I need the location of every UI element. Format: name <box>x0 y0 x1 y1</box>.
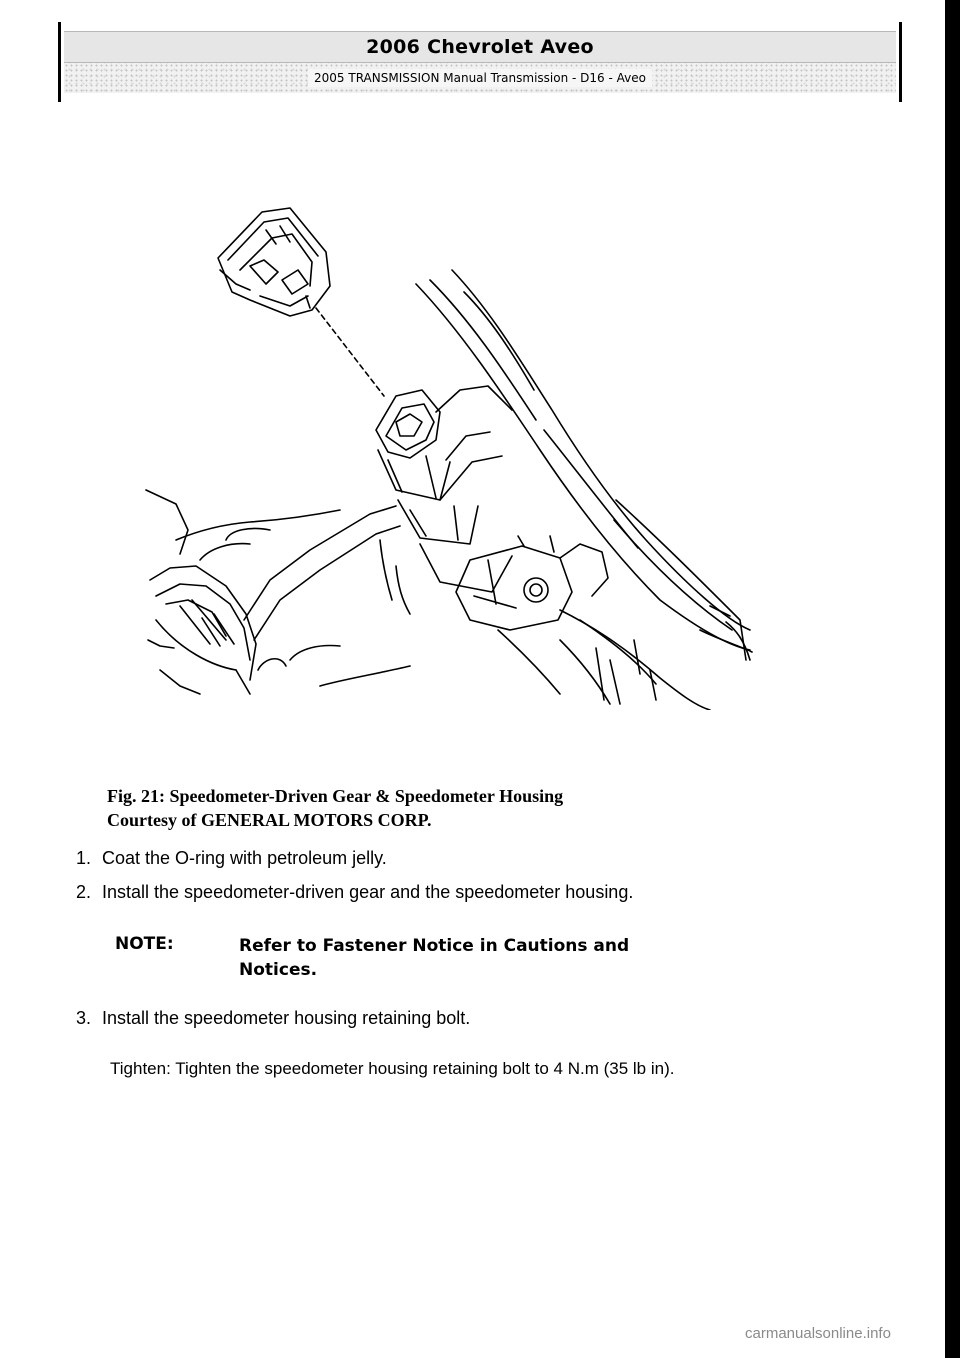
connecting-rails <box>176 506 410 686</box>
step-2 <box>76 882 633 903</box>
header-rule-right <box>899 22 902 102</box>
caption-line-1: Fig. 21: Speedometer-Driven Gear & Speedometer Housing <box>107 786 564 806</box>
note-label: NOTE: <box>115 934 174 954</box>
page-edge <box>945 0 960 1358</box>
speedometer-gear-illustration <box>140 200 770 710</box>
header-subtitle: 2005 TRANSMISSION Manual Transmission - D16 - Aveo <box>308 69 652 87</box>
speedometer-housing <box>376 386 512 592</box>
figure-caption <box>107 784 563 832</box>
header-subtitle-bar <box>64 63 896 93</box>
connector-plug <box>218 208 330 316</box>
mount-boss <box>456 536 608 630</box>
step-1 <box>76 848 387 869</box>
header-rule-left <box>58 22 61 102</box>
watermark: carmanualsonline.info <box>745 1325 891 1342</box>
step-3 <box>76 1008 470 1029</box>
transmission-casing <box>416 270 752 710</box>
header-title: 2006 Chevrolet Aveo <box>366 36 594 58</box>
header-title-bar <box>64 31 896 63</box>
step-number: 3. <box>76 1008 92 1028</box>
step-text: Install the speedometer housing retaining bolt. <box>102 1008 471 1028</box>
caption-line-2: Courtesy of GENERAL MOTORS CORP. <box>107 810 432 830</box>
step-number: 1. <box>76 848 92 868</box>
note-text: Refer to Fastener Notice in Cautions and Notices. <box>239 936 630 980</box>
guide-line <box>316 308 384 396</box>
torque-spec: Tighten: Tighten the speedometer housing retaining bolt to 4 N.m (35 lb in). <box>110 1059 675 1078</box>
step-text: Install the speedometer-driven gear and the speedometer housing. <box>102 882 634 902</box>
step-number: 2. <box>76 882 92 902</box>
step-text: Coat the O-ring with petroleum jelly. <box>102 848 387 868</box>
